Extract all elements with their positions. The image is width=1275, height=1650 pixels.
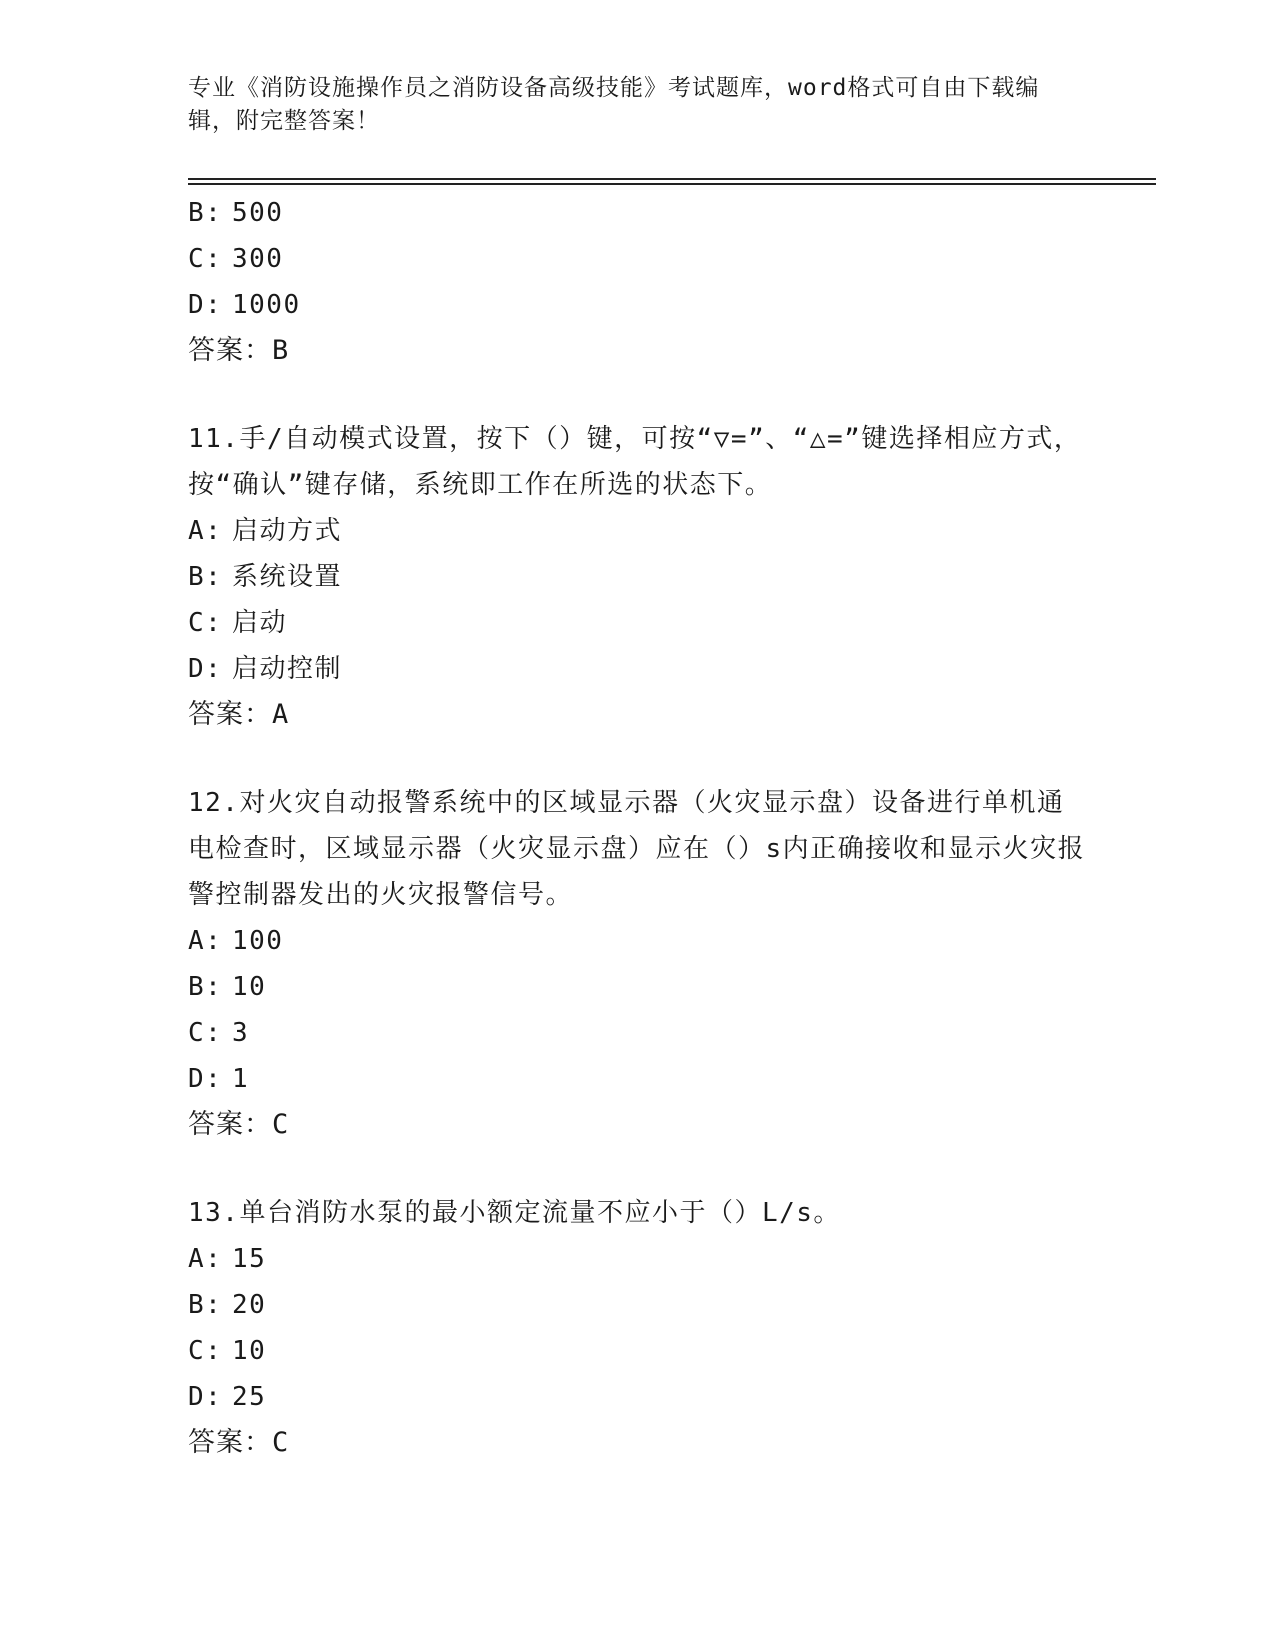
question-13 [188, 1190, 1088, 1466]
option-a: A: 启动方式 [188, 516, 343, 546]
option-d: D: 1000 [188, 290, 301, 320]
option-c: C: 启动 [188, 608, 288, 638]
option-c: C: 300 [188, 244, 284, 274]
question-11 [188, 416, 1088, 738]
question-12 [188, 780, 1088, 1148]
answer: 答案：C [188, 1109, 290, 1140]
option-b: B: 20 [188, 1290, 267, 1320]
header-rule-top [188, 178, 1156, 180]
prev-question [188, 190, 1088, 374]
option-b: B: 系统设置 [188, 562, 343, 592]
answer: 答案：C [188, 1427, 290, 1458]
option-d: D: 启动控制 [188, 654, 343, 684]
option-b: B: 10 [188, 972, 267, 1002]
question-stem: 11.手/自动模式设置，按下（）键，可按“▽=”、“△=”键选择相应方式，按“确认”键存储，系统即工作在所选的状态下。 [188, 424, 1082, 500]
option-a: A: 15 [188, 1244, 267, 1274]
answer: 答案：B [188, 335, 290, 366]
question-stem: 13.单台消防水泵的最小额定流量不应小于（）L/s。 [188, 1198, 841, 1228]
option-d: D: 25 [188, 1382, 267, 1412]
option-c: C: 3 [188, 1018, 250, 1048]
option-a: A: 100 [188, 926, 284, 956]
option-d: D: 1 [188, 1064, 250, 1094]
question-list [188, 190, 1088, 1466]
header-rule-bottom [188, 183, 1156, 185]
document-header: 专业《消防设施操作员之消防设备高级技能》考试题库，word格式可自由下载编辑，附完整答案！ [188, 75, 1040, 134]
answer: 答案：A [188, 699, 290, 730]
question-stem: 12.对火灾自动报警系统中的区域显示器（火灾显示盘）设备进行单机通电检查时，区域显示器（火灾显示盘）应在（）s内正确接收和显示火灾报警控制器发出的火灾报警信号。 [188, 788, 1086, 910]
option-b: B: 500 [188, 198, 284, 228]
option-c: C: 10 [188, 1336, 267, 1366]
